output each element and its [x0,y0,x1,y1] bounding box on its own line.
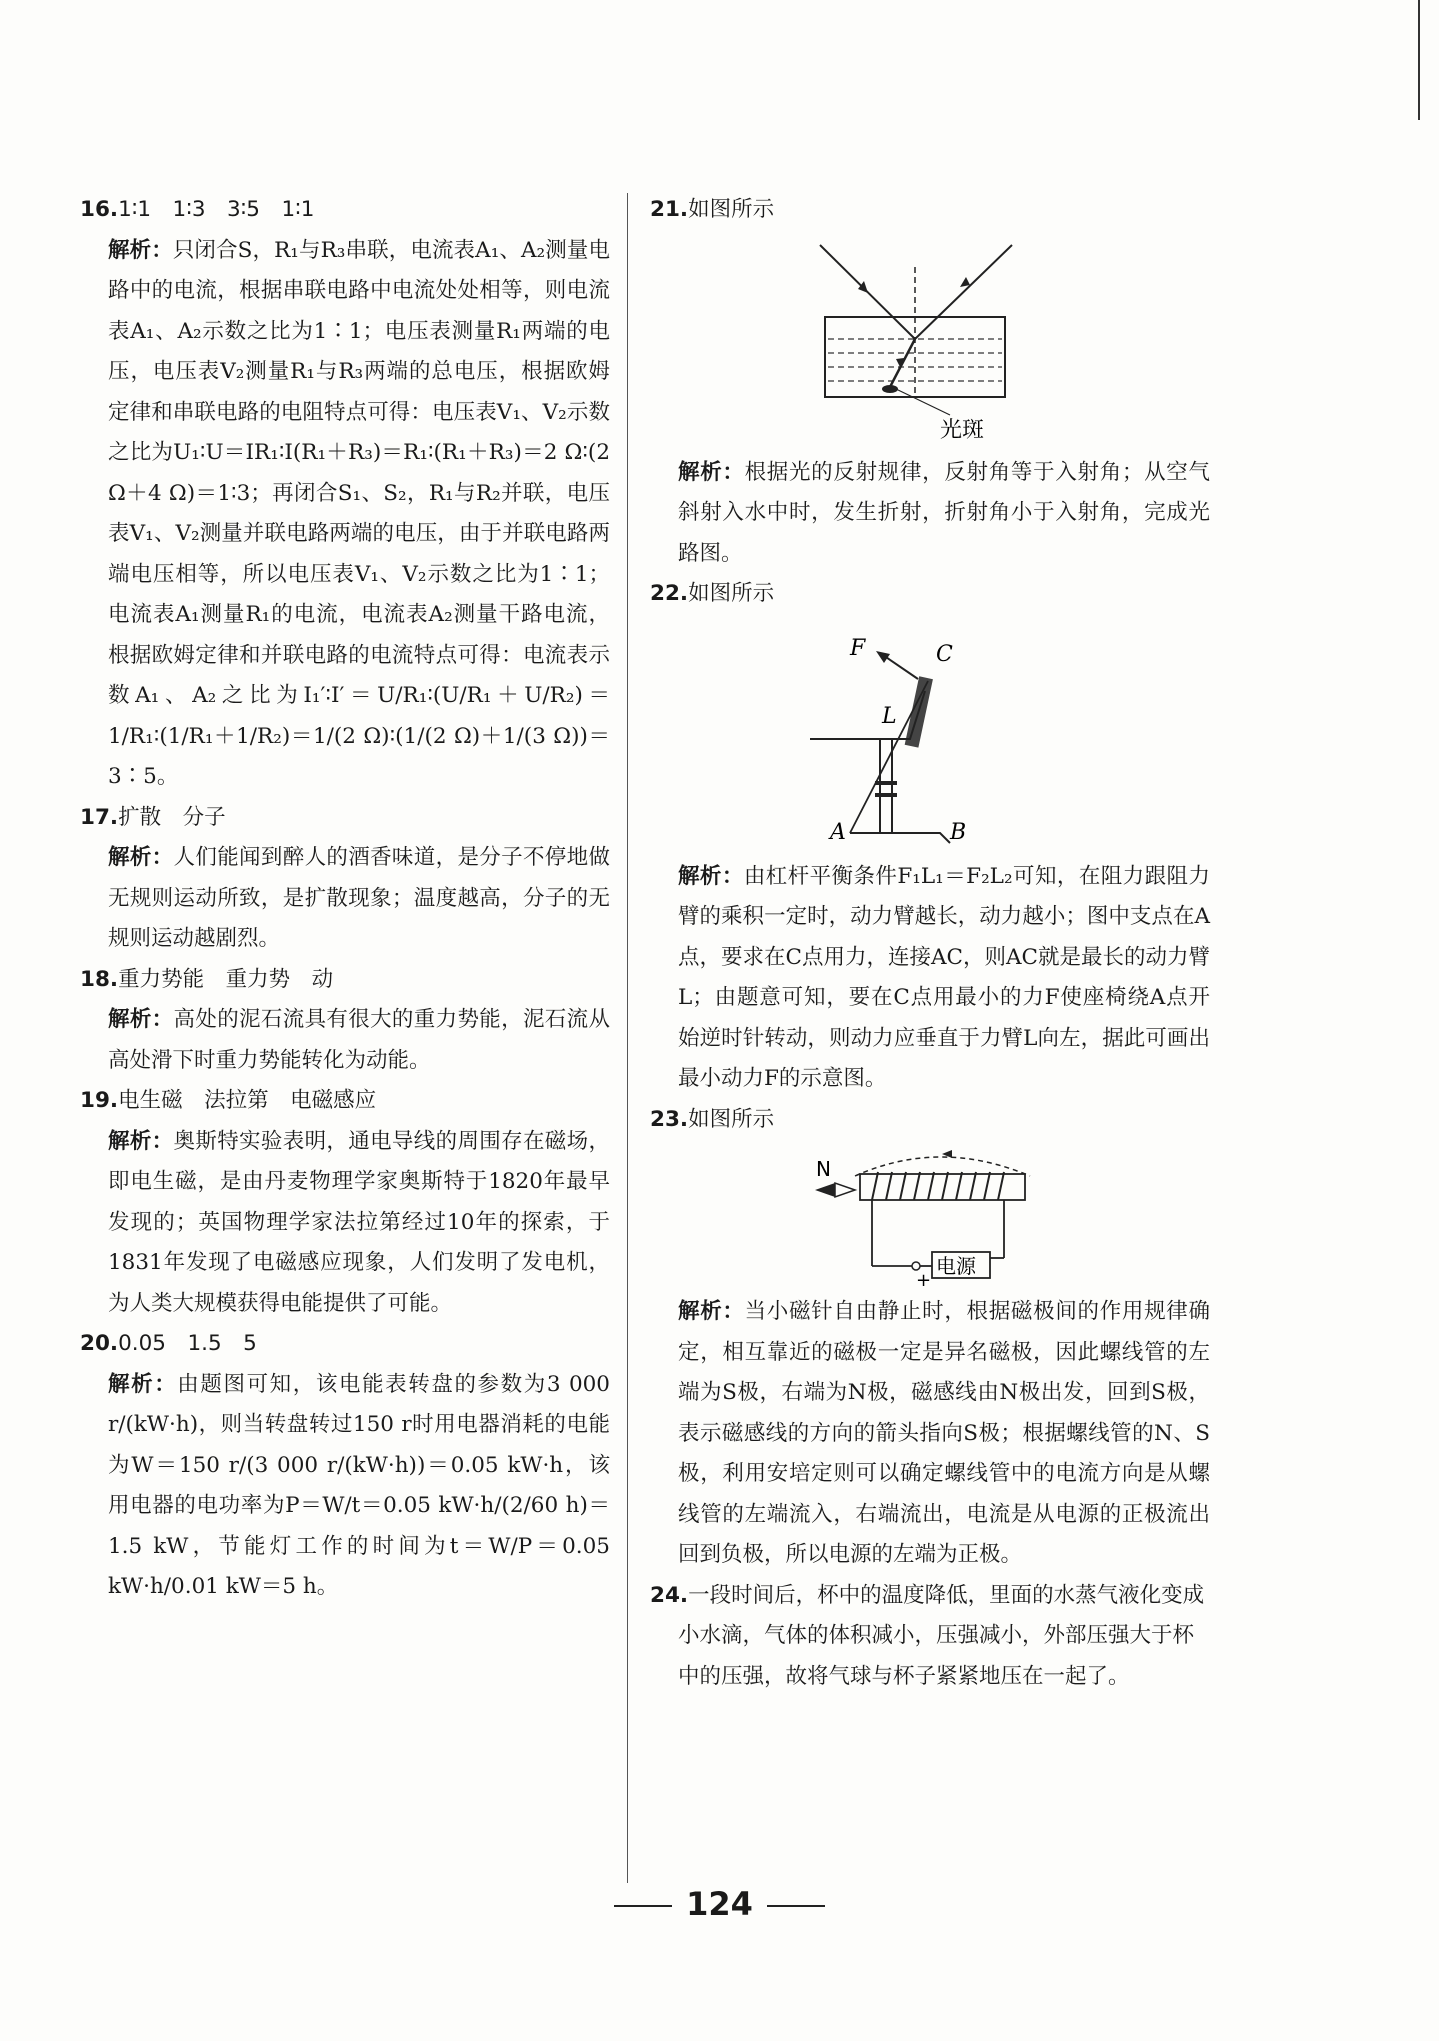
analysis-text: 由杠杆平衡条件F₁L₁＝F₂L₂可知，在阻力跟阻力臂的乘积一定时，动力臂越长，动力越小；图中支点在A点，要求在C点用力，连接AC，则AC就是最长的动力臂L；由题意可知，要在C点用最小的力F使座椅绕A点开始逆时针转动，则动力应垂直于力臂L向左，据此可画出最小动力F的示意图。 [678,863,1210,1091]
question-number: 21. [650,197,689,222]
analysis-text: 高处的泥石流具有很大的重力势能，泥石流从高处滑下时重力势能转化为动能。 [108,1007,610,1073]
right-column [650,190,1210,1697]
fig-label-F: F [850,635,866,661]
question-number: 22. [650,581,689,606]
fig-label-C: C [936,641,953,667]
answer: 一段时间后，杯中的温度降低，里面的水蒸气液化变成小水滴，气体的体积减小，压强减小，外部压强大于杯中的压强，故将气球与杯子紧紧地压在一起了。 [678,1582,1205,1689]
chair-lever-figure [650,621,1210,851]
answer: 1∶1 1∶3 3∶5 1∶1 [118,197,315,222]
question-19 [80,1081,610,1324]
question-23 [650,1100,1210,1576]
question-16 [80,190,610,798]
fig-label-plus: + [916,1270,932,1286]
question-number: 24. [650,1582,689,1608]
answer: 0.05 1.5 5 [118,1331,257,1356]
column-divider [627,193,628,1883]
question-number: 19. [80,1088,119,1113]
question-20 [80,1324,610,1608]
fig-label-spot: 光斑 [940,417,985,443]
page-number-text: 124 [686,1885,753,1923]
analysis-label: 解析： [678,863,744,889]
question-18 [80,960,610,1082]
light-path-figure [650,237,1210,447]
answer: 重力势能 重力势 动 [118,966,334,992]
solenoid-figure [650,1146,1210,1286]
analysis-label: 解析： [108,845,174,870]
question-number: 23. [650,1106,689,1132]
fig-label-N: N [816,1157,831,1181]
answer: 扩散 分子 [118,804,226,830]
question-number: 18. [80,966,119,992]
page-number [0,1885,1439,1923]
fig-label-power: 电源 [936,1254,976,1278]
left-column [80,190,610,1608]
analysis-label: 解析： [108,1371,178,1397]
analysis-label: 解析： [108,237,173,263]
analysis-text: 当小磁针自由静止时，根据磁极间的作用规律确定，相互靠近的磁极一定是异名磁极，因此螺线管的左端为S极，右端为N极，磁感线由N极出发，回到S极，表示磁感线的方向的箭头指向S极；根据螺线管的N、S极，利用安培定则可以确定螺线管中的电流方向是从螺线管的左端流入，右端流出，电流是从电源的正极流出回到负极，所以电源的左端为正极。 [678,1299,1210,1567]
analysis-text: 根据光的反射规律，反射角等于入射角；从空气斜射入水中时，发生折射，折射角小于入射角，完成光路图。 [678,459,1210,566]
answer: 如图所示 [688,1106,775,1132]
analysis-text: 只闭合S，R₁与R₃串联，电流表A₁、A₂测量电路中的电流，根据串联电路中电流处处相等，则电流表A₁、A₂示数之比为1∶1；电压表测量R₁两端的电压，电压表V₂测量R₁与R₃两端的总电压，根据欧姆定律和串联电路的电阻特点可得：电压表V₁、V₂示数之比为U₁∶U＝IR₁∶I(R₁＋R₃)＝R₁∶(R₁＋R₃)＝2 Ω∶(2 Ω＋4 Ω)＝1∶3；再闭合S₁、S₂，R₁与R₂并联，电压表V₁、V₂测量并联电路两端的电压，由于并联电路两端电压相等，所以电压表V₁、V₂示数之比为1∶1；电流表A₁测量R₁的电流，电流表A₂测量干路电流，根据欧姆定律和并联电路的电流特点可得：电流表示数A₁、A₂之比为I₁′∶I′＝U/R₁∶(U/R₁＋U/R₂)＝1/R₁∶(1/R₁＋1/R₂)＝1/(2 Ω)∶(1/(2 Ω)＋1/(3 Ω))＝3∶5。 [108,237,610,789]
fig-label-L: L [882,703,897,729]
analysis-text: 由题图可知，该电能表转盘的参数为3 000 r/(kW·h)，则当转盘转过150 r时用电器消耗的电能为W＝150 r/(3 000 r/(kW·h))＝0.05 kW·h，该用电器的电功率为P＝W/t＝0.05 kW·h/(2/60 h)＝1.5 kW，节能灯工作的时间为t＝W/P＝0.05 kW·h/0.01 kW＝5 h。 [108,1371,610,1599]
answer: 电生磁 法拉第 电磁感应 [118,1088,377,1113]
analysis-label: 解析： [108,1128,174,1154]
question-number: 17. [80,804,119,830]
analysis-text: 人们能闻到醉人的酒香味道，是分子不停地做无规则运动所致，是扩散现象；温度越高，分子的无规则运动越剧烈。 [108,845,610,951]
analysis-label: 解析： [678,1299,745,1324]
analysis-label: 解析： [678,459,745,485]
question-24 [650,1576,1210,1698]
question-21 [650,190,1210,574]
question-number: 16. [80,197,119,222]
answer: 如图所示 [688,581,775,606]
question-number: 20. [80,1331,119,1356]
question-22 [650,574,1210,1100]
answer: 如图所示 [688,197,775,222]
page-edge-mark [1418,0,1420,120]
fig-label-A: A [830,819,846,845]
question-17 [80,798,610,960]
fig-label-B: B [950,819,967,845]
analysis-label: 解析： [108,1007,174,1032]
analysis-text: 奥斯特实验表明，通电导线的周围存在磁场，即电生磁，是由丹麦物理学家奥斯特于1820年最早发现的；英国物理学家法拉第经过10年的探索，于1831年发现了电磁感应现象，人们发明了发电机，为人类大规模获得电能提供了可能。 [108,1128,610,1316]
